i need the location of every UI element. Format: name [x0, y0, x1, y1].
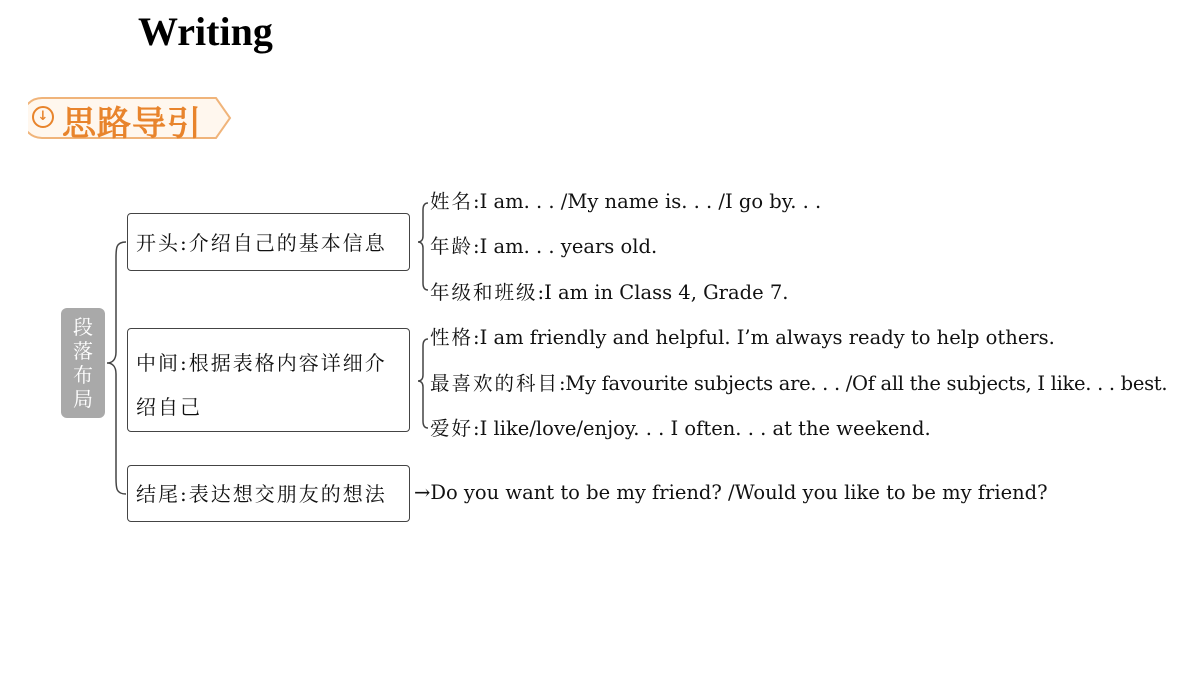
- tag-char: 局: [73, 387, 93, 411]
- intro-box: 开头:介绍自己的基本信息: [127, 213, 410, 271]
- list-item: 年级和班级:I am in Class 4, Grade 7.: [430, 281, 789, 304]
- list-item: 姓名:I am. . . /My name is. . . /I go by. . .: [430, 190, 822, 213]
- item-key: 年龄: [430, 235, 474, 258]
- tag-char: 落: [73, 339, 93, 363]
- tag-char: 段: [73, 315, 93, 339]
- list-item: 年龄:I am. . . years old.: [430, 235, 658, 258]
- list-item: 性格:I am friendly and helpful. I’m always ready to help others.: [430, 326, 1055, 349]
- list-item: 爱好:I like/love/enjoy. . . I often. . . at the weekend.: [430, 417, 931, 440]
- body-box-line: 绍自己: [136, 395, 202, 419]
- item-key: 爱好: [430, 417, 474, 440]
- item-text: I am in Class 4, Grade 7.: [544, 281, 789, 304]
- banner-label: 思路导引: [62, 104, 202, 144]
- item-text: I am friendly and helpful. I’m always ready to help others.: [479, 326, 1055, 349]
- item-key: 年级和班级: [430, 281, 538, 304]
- page-title: Writing: [138, 9, 273, 54]
- body-box-line: 中间:根据表格内容详细介: [136, 351, 387, 375]
- item-text: I like/love/enjoy. . . I often. . . at the weekend.: [479, 417, 931, 440]
- tag-char: 布: [73, 363, 93, 387]
- item-key: 姓名: [430, 190, 474, 213]
- ending-line: [414, 481, 1048, 504]
- item-text: I am. . . /My name is. . . /I go by. . .: [479, 190, 822, 213]
- item-text: I am. . . years old.: [479, 235, 658, 258]
- item-text: Do you want to be my friend? /Would you like to be my friend?: [430, 481, 1048, 504]
- list-item: 最喜欢的科目:My favourite subjects are. . . /Of all the subjects, I like. . . best.: [430, 372, 1168, 395]
- body-box: [127, 328, 410, 432]
- item-text: My favourite subjects are. . . /Of all the subjects, I like. . . best.: [565, 372, 1168, 395]
- arrow-right-icon: →: [414, 481, 431, 504]
- item-key: 最喜欢的科目: [430, 372, 560, 395]
- item-key: 性格: [430, 326, 474, 349]
- circle-arrow-down-icon: ↓: [32, 106, 54, 128]
- ending-box: 结尾:表达想交朋友的想法: [127, 465, 410, 522]
